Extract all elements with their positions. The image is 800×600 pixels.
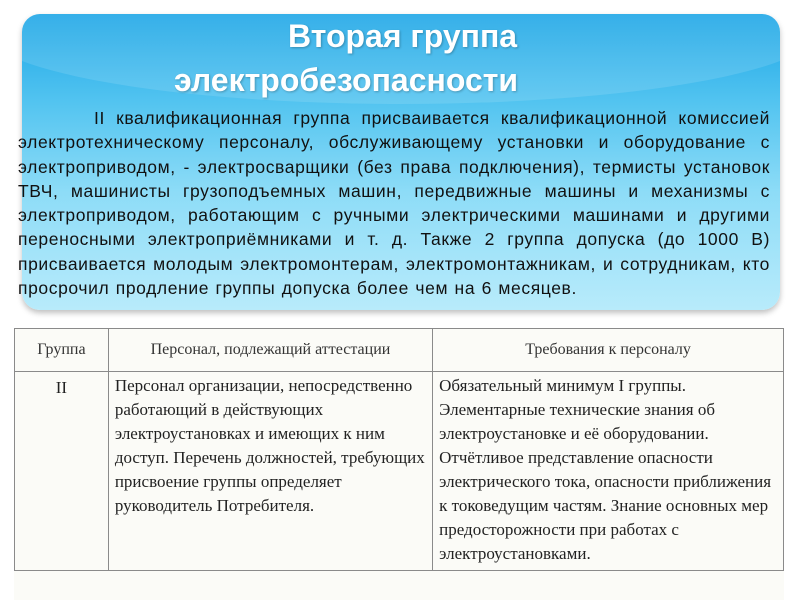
table-row [15,372,784,571]
requirements-table-container [14,328,784,600]
body-paragraph: II квалификационная группа присваивается квалификационной комиссией электротехническому персоналу, обслуживающему установки и оборудование с электроприводом, - электросварщики (без права подключения), термисты установок ТВЧ, машинисты грузоподъемных машин, передвижные машины и механизмы с электроприводом, работающим с ручными электрическими машинами и другими переносными электроприёмниками и т. д. Также 2 группа допуска (до 1000 В) присваивается молодым электромонтерам, электромонтажникам, и сотрудникам, кто просрочил продление группы допуска более чем на 6 месяцев. [18,108,770,299]
cell-group: II [15,372,109,571]
header-personnel: Персонал, подлежащий аттестации [108,329,432,372]
slide-title-line2: электробезопасности [174,62,519,98]
requirements-table [14,328,784,571]
table-header-row [15,329,784,372]
cell-personnel: Персонал организации, непосредственно работающий в действующих электроустановках и имеющих к ним доступ. Перечень должностей, требующих присвоение группы определяет руководитель Потребителя. [108,372,432,571]
slide-title [0,14,800,102]
cell-requirements: Обязательный минимум I группы. Элементарные технические знания об электроустановке и её оборудовании. Отчётливое представление опасности электрического тока, опасности приближения к токоведущим частям. Знание основных мер предосторожности при работах с электроустановками. [433,372,784,571]
header-group: Группа [15,329,109,372]
slide-title-line1: Вторая группа [288,18,518,54]
header-requirements: Требования к персоналу [433,329,784,372]
